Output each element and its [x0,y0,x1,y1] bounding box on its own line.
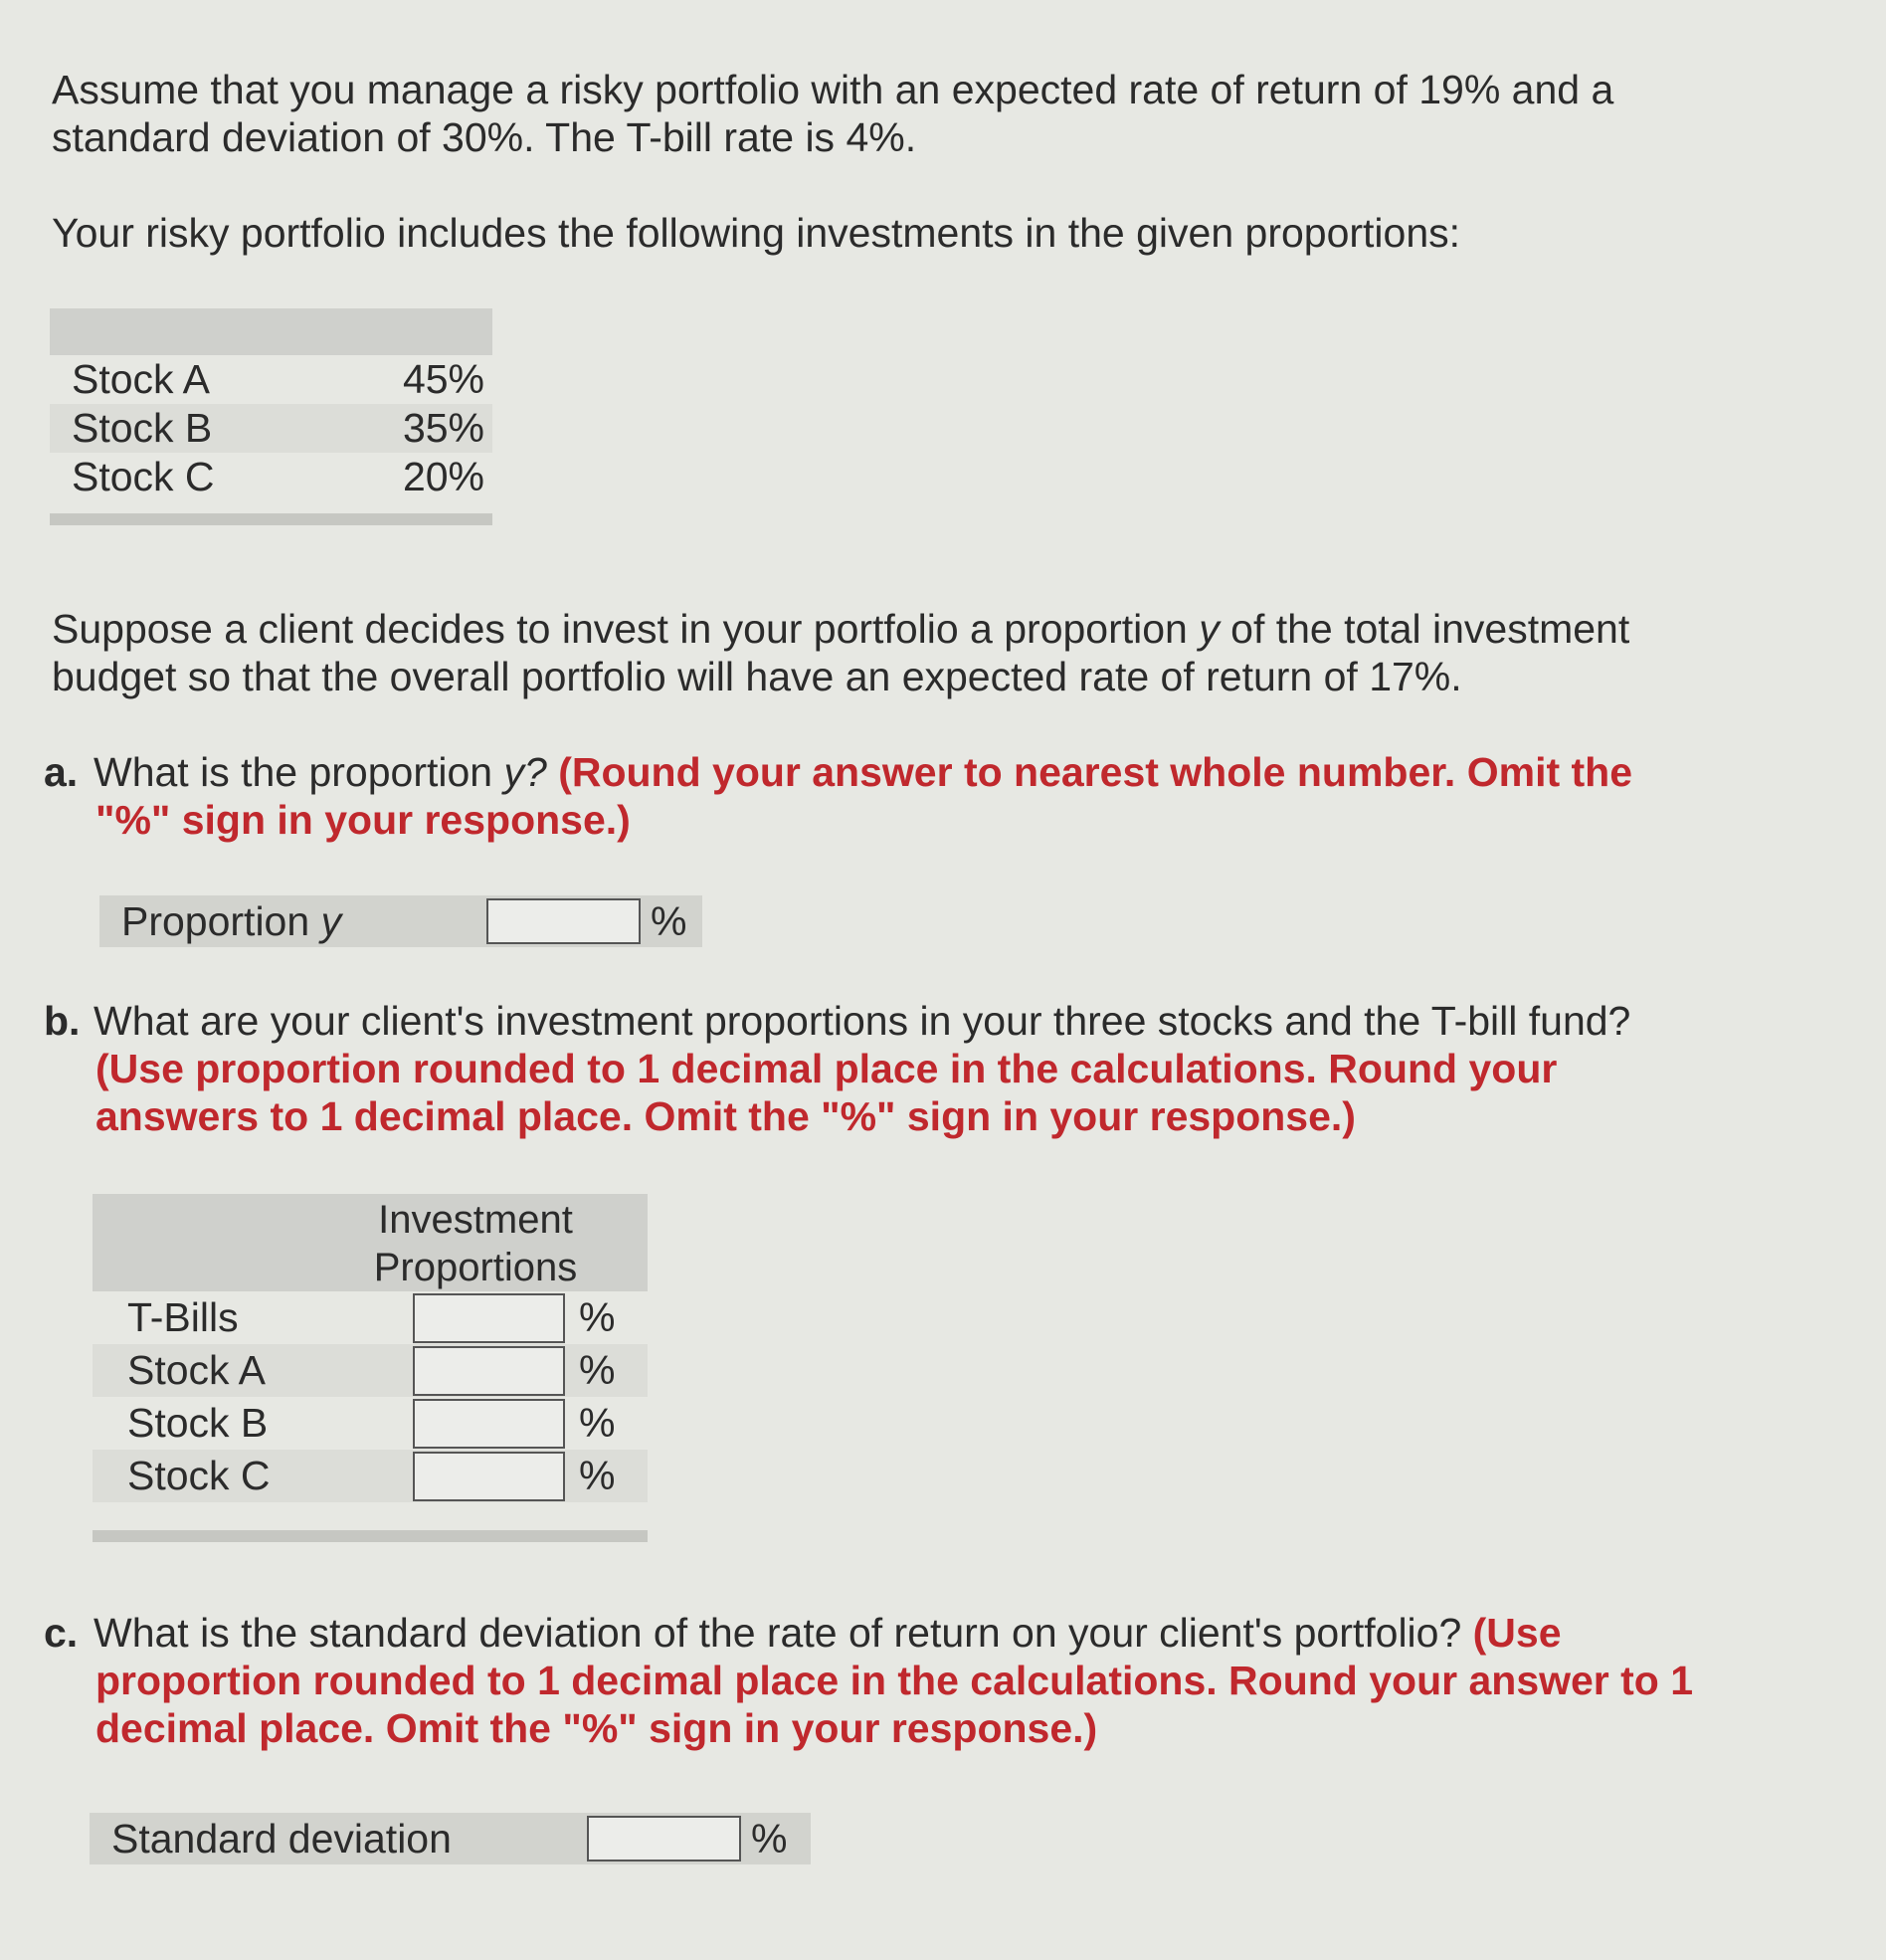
holdings-row [50,355,492,404]
suppose-line-2: budget so that the overall portfolio will have an expected rate of return of 17%. [52,654,1462,699]
table-divider [93,1530,648,1542]
row-label: Stock A [127,1347,267,1393]
proportion-y-label: Proportion y [121,897,342,944]
holding-name: Stock C [72,454,215,499]
row-label: Stock B [127,1400,269,1446]
question-a-instruction: (Round your answer to nearest whole number. Omit the [546,749,1633,795]
row-label: Stock C [127,1453,271,1498]
holdings-header [50,308,492,355]
row-label: T-Bills [127,1294,239,1340]
question-c-instruction-1: proportion rounded to 1 decimal place in the calculations. Round your answer to 1 [95,1658,1694,1703]
stock-a-input[interactable] [413,1346,565,1396]
question-b-label: b. [44,998,81,1044]
intro-line-2: standard deviation of 30%. The T-bill rate is 4%. [52,114,917,160]
percent-unit: % [741,1813,811,1864]
standard-deviation-label: Standard deviation [111,1815,452,1862]
question-c-label: c. [44,1610,79,1656]
holdings-table [50,308,492,525]
holding-pct: 20% [402,454,484,499]
question-a-text: What is the proportion [94,749,504,795]
percent-unit: % [641,895,702,947]
table-row-stock-c [93,1450,648,1502]
holding-name: Stock B [72,405,213,451]
percent-unit: % [579,1453,616,1498]
proportion-y-row [99,895,702,947]
holding-pct: 35% [402,405,484,451]
intro-line-3: Your risky portfolio includes the following investments in the given proportions: [52,210,1461,256]
intro-line-1: Assume that you manage a risky portfolio with an expected rate of return of 19% and a [52,67,1614,112]
tbills-input[interactable] [413,1293,565,1343]
percent-unit: % [579,1294,616,1340]
table-row-stock-a [93,1344,648,1397]
table-header [93,1194,648,1291]
question-a: a. What is the proportion y? (Round your answer to nearest whole number. Omit the "%" sign in your response.) [44,748,1760,844]
table-row-tbills [93,1291,648,1344]
holding-pct: 45% [402,356,484,402]
question-b-text: What are your client's investment proportions in your three stocks and the T-bill fund? [94,998,1631,1044]
question-b-instruction-1: (Use proportion rounded to 1 decimal place in the calculations. Round your [95,1046,1558,1091]
standard-deviation-row [90,1813,811,1864]
stock-b-input[interactable] [413,1399,565,1449]
question-c-text: What is the standard deviation of the rate of return on your client's portfolio? [94,1610,1462,1656]
question-b-instruction-2: answers to 1 decimal place. Omit the "%" sign in your response.) [95,1093,1356,1139]
table-divider [50,513,492,525]
percent-unit: % [579,1400,616,1446]
question-c-instruction-2: decimal place. Omit the "%" sign in your response.) [95,1705,1098,1751]
investment-proportions-table [93,1194,648,1542]
percent-unit: % [579,1347,616,1393]
standard-deviation-input[interactable] [587,1816,741,1862]
table-row-stock-b [93,1397,648,1450]
question-c: c. What is the standard deviation of the rate of return on your client's portfolio? (Use proportion rounded to 1 decimal place in the calculations. Round your answer to 1 decimal place. Omit the "%" sign in your response.) [44,1609,1760,1752]
suppose-line-1: Suppose a client decides to invest in your portfolio a proportion y of the total investment [52,606,1630,652]
question-a-label: a. [44,749,79,795]
column-header-investment-proportions: Investment Proportions [373,1198,578,1289]
question-b [44,997,1760,1140]
holdings-row [50,453,492,501]
holdings-row [50,404,492,453]
holding-name: Stock A [72,356,211,402]
question-a-instruction-2: "%" sign in your response.) [95,797,631,843]
stock-c-input[interactable] [413,1452,565,1501]
proportion-y-input[interactable] [486,898,641,944]
